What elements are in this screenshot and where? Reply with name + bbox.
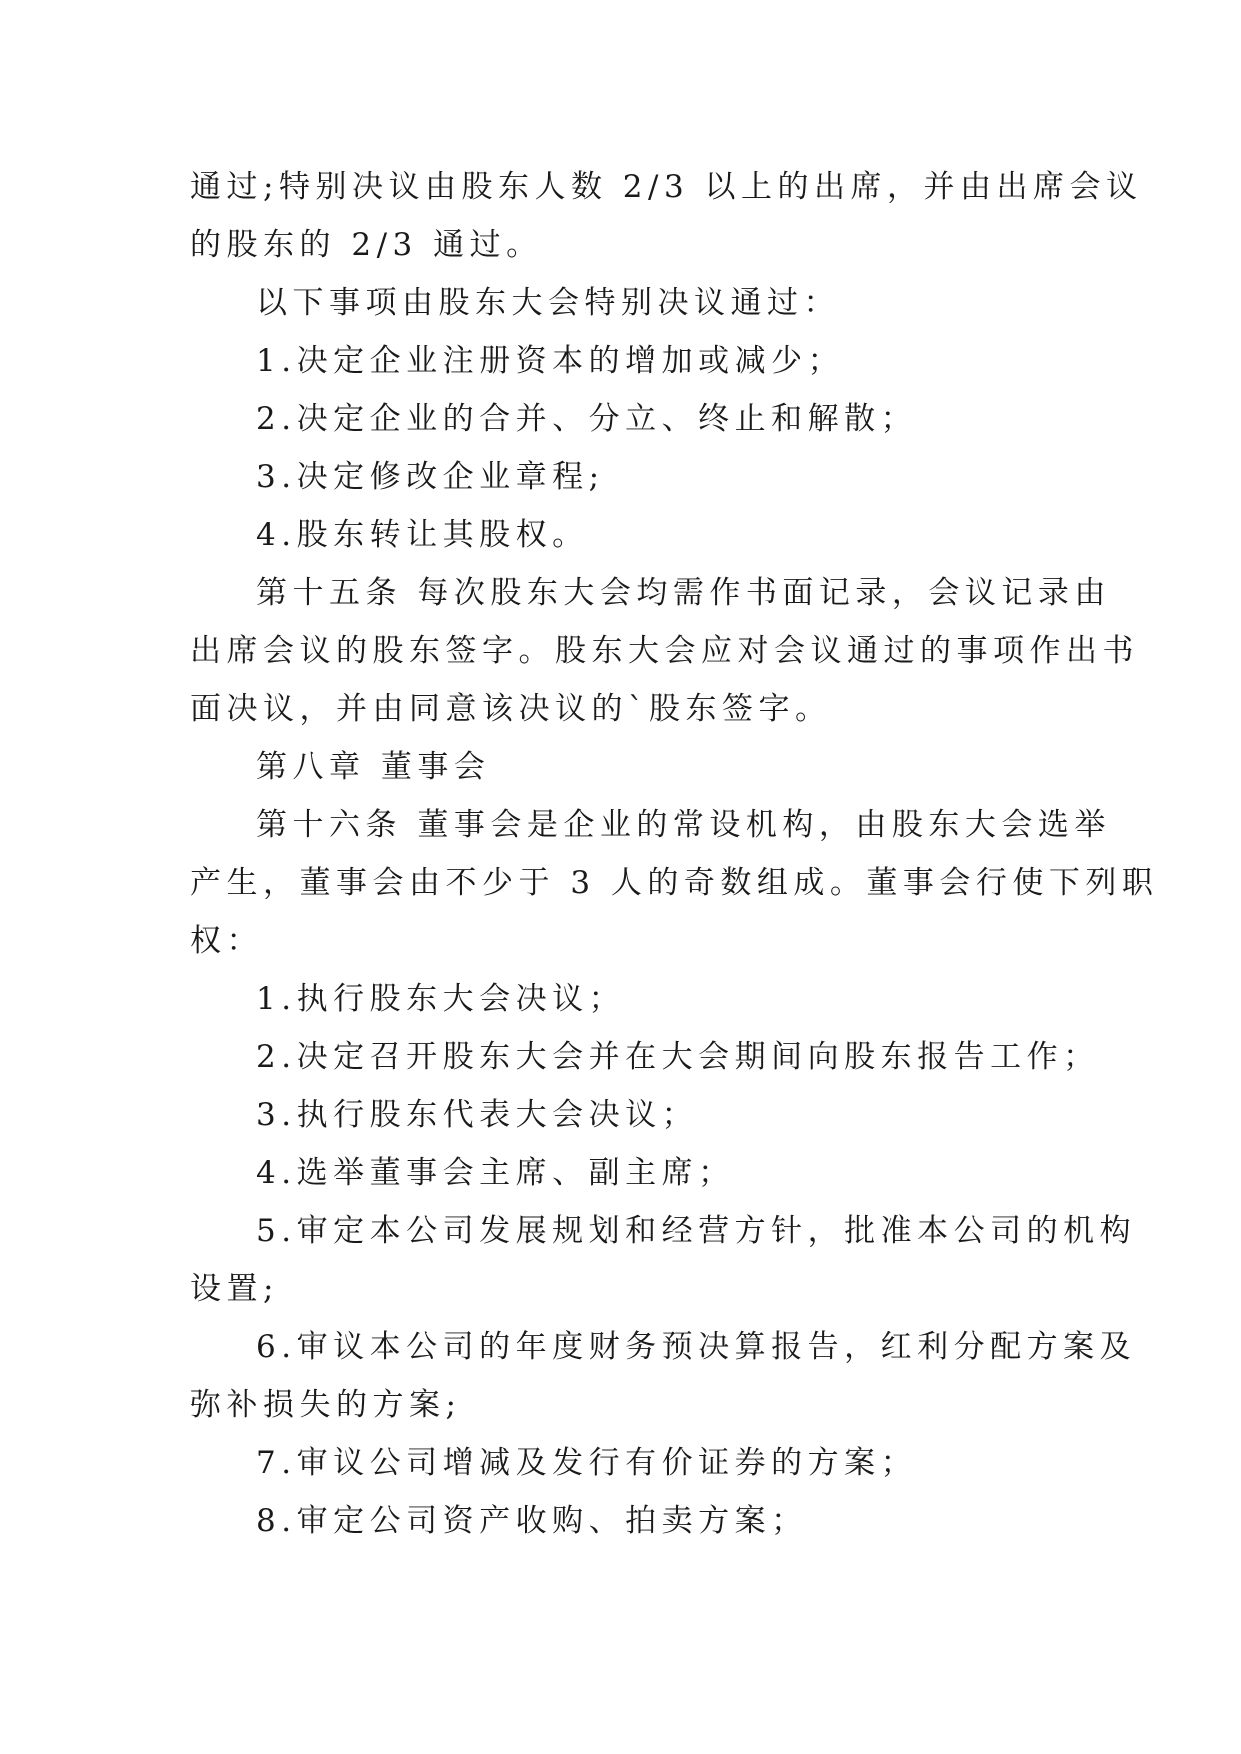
- text-line: 1.执行股东大会决议；: [256, 981, 626, 1017]
- paragraph-special-resolution-cont: [190, 158, 1143, 274]
- list-item-special-4: [190, 506, 1062, 564]
- text-line: 弥补损失的方案;: [190, 1387, 462, 1423]
- text-line: 3.决定修改企业章程;: [256, 459, 605, 495]
- text-line: 设置;: [190, 1271, 279, 1307]
- list-item-board-7: [190, 1434, 1062, 1492]
- text-line: 产生，董事会由不少于 3 人的奇数组成。董事会行使下列职: [190, 865, 1159, 901]
- list-item-board-1: [190, 970, 1062, 1028]
- list-item-board-2: [190, 1028, 1100, 1086]
- text-line: 7.审议公司增减及发行有价证券的方案；: [256, 1445, 918, 1481]
- list-item-board-3: [190, 1086, 1062, 1144]
- paragraph-special-items-intro: [190, 274, 1062, 332]
- list-item-special-1: [190, 332, 1062, 390]
- text-line: 5.审定本公司发展规划和经营方针，批准本公司的机构: [256, 1213, 1137, 1249]
- list-item-special-2: [190, 390, 1062, 448]
- text-line: 第十六条 董事会是企业的常设机构，由股东大会选举: [256, 807, 1111, 843]
- text-line: 第八章 董事会: [256, 749, 491, 785]
- list-item-special-3: [190, 448, 1062, 506]
- text-line: 权：: [190, 923, 263, 959]
- text-line: 6.审议本公司的年度财务预决算报告，红利分配方案及: [256, 1329, 1137, 1365]
- chapter-heading: [190, 738, 1062, 796]
- text-line: 以下事项由股东大会特别决议通过：: [256, 285, 840, 321]
- text-line: 2.决定企业的合并、分立、终止和解散；: [256, 401, 918, 437]
- list-item-board-5: [190, 1202, 1137, 1318]
- list-item-board-4: [190, 1144, 1062, 1202]
- text-line: 出席会议的股东签字。股东大会应对会议通过的事项作出书: [190, 633, 1139, 669]
- text-line: 4.股东转让其股权。: [256, 517, 589, 553]
- text-line: 4.选举董事会主席、副主席；: [256, 1155, 735, 1191]
- text-line: 2.决定召开股东大会并在大会期间向股东报告工作；: [256, 1039, 1100, 1075]
- paragraph-article-15: [190, 564, 1139, 738]
- text-line: 8.审定公司资产收购、拍卖方案；: [256, 1503, 808, 1539]
- list-item-board-8: [190, 1492, 1062, 1550]
- paragraph-article-16: [190, 796, 1159, 970]
- text-line: 3.执行股东代表大会决议；: [256, 1097, 699, 1133]
- document-page: [190, 158, 1159, 1550]
- text-line: 1.决定企业注册资本的增加或减少；: [256, 343, 845, 379]
- text-line: 面决议，并由同意该决议的`股东签字。: [190, 691, 832, 727]
- list-item-board-6: [190, 1318, 1137, 1434]
- text-line: 的股东的 2/3 通过。: [190, 227, 543, 263]
- text-line: 第十五条 每次股东大会均需作书面记录，会议记录由: [256, 575, 1111, 611]
- text-line: 通过;特别决议由股东人数 2/3 以上的出席，并由出席会议: [190, 169, 1143, 205]
